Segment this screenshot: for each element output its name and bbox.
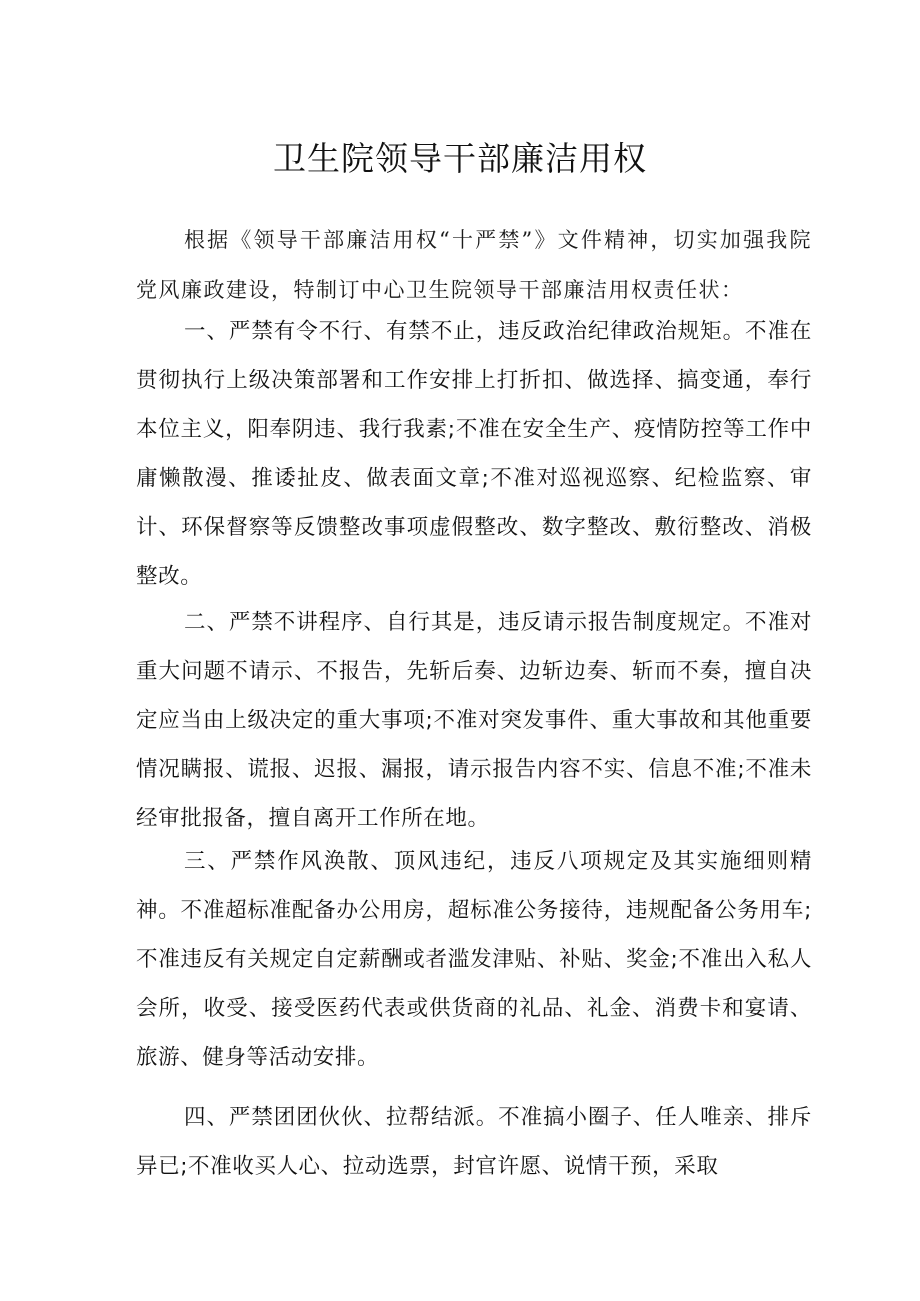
clause-paragraph-3: 三、严禁作风涣散、顶风违纪，违反八项规定及其实施细则精神。不准超标准配备办公用房，超标准公务接待，违规配备公务用车;不准违反有关规定自定薪酬或者滥发津贴、补贴、奖金;不准出入私人会所，收受、接受医药代表或供货商的礼品、礼金、消费卡和宴请、旅游、健身等活动安排。 [136,849,812,1070]
clause-paragraph-2: 二、严禁不讲程序、自行其是，违反请示报告制度规定。不准对重大问题不请示、不报告，先斩后奏、边斩边奏、斩而不奏，擅自决定应当由上级决定的重大事项;不准对突发事件、重大事故和其他重要情况瞒报、谎报、迟报、漏报，请示报告内容不实、信息不准;不准未经审批报备，擅自离开工作所在地。 [136,610,812,831]
clause-paragraph-1: 一、严禁有令不行、有禁不止，违反政治纪律政治规矩。不准在贯彻执行上级决策部署和工作安排上打折扣、做选择、搞变通，奉行本位主义，阳奉阴违、我行我素;不准在安全生产、疫情防控等工作中庸懒散漫、推诿扯皮、做表面文章;不准对巡视巡察、纪检监察、审计、环保督察等反馈整改事项虚假整改、数字整改、敷衍整改、消极整改。 [136,319,812,589]
clause-paragraph-4: 四、严禁团团伙伙、拉帮结派。不准搞小圈子、任人唯亲、排斥异已;不准收买人心、拉动选票，封官许愿、说情干预，采取 [136,1105,812,1179]
document-title: 卫生院领导干部廉洁用权 [273,139,647,178]
intro-paragraph: 根据《领导干部廉洁用权“十严禁”》文件精神，切实加强我院党风廉政建设，特制订中心卫生院领导干部廉洁用权责任状： [136,228,812,302]
